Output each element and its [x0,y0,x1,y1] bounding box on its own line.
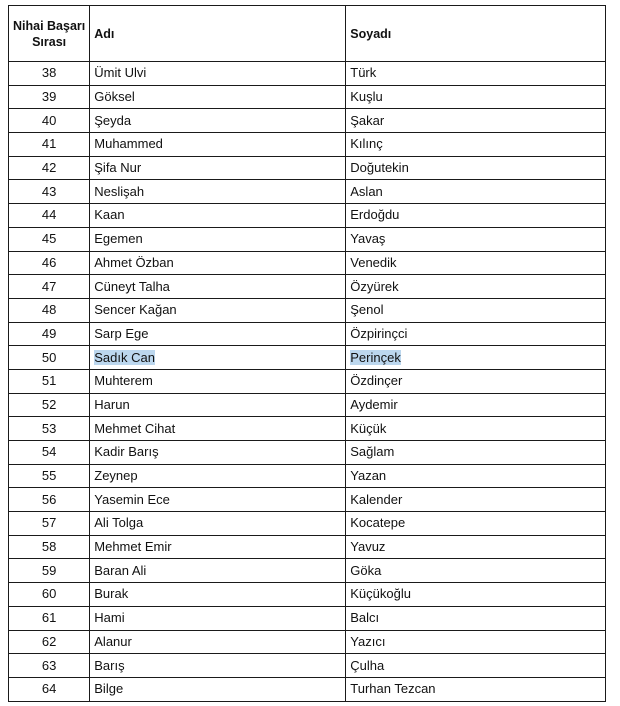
table-row [9,441,606,465]
last-name-cell [346,369,606,393]
first-name-text: Harun [94,396,130,412]
rank-cell: 58 [9,535,90,559]
rank-cell: 63 [9,654,90,678]
last-name-text: Şenol [350,302,384,318]
table-row [9,606,606,630]
last-name-cell [346,583,606,607]
rank-cell: 40 [9,109,90,133]
first-name-text: Bilge [94,681,124,697]
last-name-text: Özdinçer [350,373,403,389]
last-name-cell [346,322,606,346]
last-name-text: Aydemir [350,396,398,412]
last-name-text: Küçükoğlu [350,586,411,602]
rank-cell: 46 [9,251,90,275]
first-name-text: Burak [94,586,129,602]
last-name-text: Yazıcı [350,633,386,649]
first-name-cell [90,654,346,678]
first-name-cell [90,275,346,299]
first-name-cell [90,606,346,630]
table-row [9,133,606,157]
table-row [9,180,606,204]
rank-cell: 44 [9,204,90,228]
last-name-text: Yavaş [350,231,386,247]
first-name-cell [90,369,346,393]
first-name-cell [90,322,346,346]
last-name-cell [346,109,606,133]
table-row [9,275,606,299]
first-name-text: Ahmet Özban [94,254,174,270]
rank-cell: 39 [9,85,90,109]
first-name-text: Mehmet Emir [94,539,172,555]
table-row [9,298,606,322]
last-name-cell [346,630,606,654]
rank-cell: 43 [9,180,90,204]
first-name-text: Şifa Nur [94,160,142,176]
first-name-cell [90,227,346,251]
rank-cell: 64 [9,677,90,701]
rank-cell: 42 [9,156,90,180]
last-name-text: Türk [350,65,377,81]
first-name-text: Alanur [94,633,132,649]
results-table [8,5,606,702]
first-name-text: Göksel [94,89,135,105]
first-name-text: Muhammed [94,136,163,152]
header-row [9,6,606,62]
rank-column-header [9,6,90,62]
table-row [9,322,606,346]
first-name-text: Sarp Ege [94,325,149,341]
rank-cell: 56 [9,488,90,512]
last-name-text: Kalender [350,491,403,507]
last-name-text: Göka [350,562,382,578]
last-name-text: Erdoğdu [350,207,400,223]
first-name-text: Muhterem [94,373,153,389]
first-name-cell [90,62,346,86]
rank-cell: 62 [9,630,90,654]
last-name-text: Aslan [350,183,383,199]
rank-cell: 51 [9,369,90,393]
table-row [9,512,606,536]
first-name-cell [90,417,346,441]
table-row [9,417,606,441]
rank-header-line1: Nihai Başarı [13,18,86,33]
last-name-cell [346,441,606,465]
first-name-text: Sencer Kağan [94,302,177,318]
first-name-cell [90,133,346,157]
last-name-text: Venedik [350,254,397,270]
rank-cell: 61 [9,606,90,630]
table-row [9,464,606,488]
last-name-text: Kuşlu [350,89,383,105]
last-name-cell [346,156,606,180]
first-name-text: Ali Tolga [94,515,144,531]
rank-cell: 50 [9,346,90,370]
last-name-text: Özpirinçci [350,325,408,341]
last-name-cell [346,275,606,299]
first-name-cell [90,346,346,370]
last-name-cell [346,417,606,441]
last-name-cell [346,559,606,583]
rank-cell: 45 [9,227,90,251]
first-name-cell [90,85,346,109]
first-name-text: Kaan [94,207,125,223]
rank-header-line2: Sırası [32,34,67,49]
first-name-text: Hami [94,610,125,626]
rank-cell: 49 [9,322,90,346]
table-row [9,393,606,417]
rank-cell: 48 [9,298,90,322]
last-name-cell [346,180,606,204]
first-name-text: Egemen [94,231,143,247]
table-row [9,654,606,678]
last-name-cell [346,488,606,512]
first-name-cell [90,441,346,465]
first-name-cell [90,251,346,275]
first-name-cell [90,583,346,607]
last-name-cell [346,654,606,678]
table-row [9,62,606,86]
table-row [9,535,606,559]
first-name-cell [90,559,346,583]
first-name-cell [90,156,346,180]
first-name-cell [90,298,346,322]
first-name-cell [90,677,346,701]
first-name-text: Cüneyt Talha [94,278,170,294]
first-name-text: Sadık Can [94,349,155,365]
table-row [9,346,606,370]
last-name-text: Küçük [350,420,387,436]
table-row [9,227,606,251]
last-name-text: Kocatepe [350,515,406,531]
first-name-text: Şeyda [94,112,132,128]
last-name-cell [346,227,606,251]
rank-cell: 60 [9,583,90,607]
last-name-cell [346,85,606,109]
rank-cell: 59 [9,559,90,583]
rank-cell: 47 [9,275,90,299]
rank-cell: 38 [9,62,90,86]
first-name-cell [90,204,346,228]
first-name-text: Baran Ali [94,562,147,578]
table-row [9,677,606,701]
table-row [9,559,606,583]
first-name-text: Mehmet Cihat [94,420,176,436]
last-name-cell [346,298,606,322]
last-name-cell [346,464,606,488]
last-name-text: Sağlam [350,444,395,460]
first-name-text: Yasemin Ece [94,491,170,507]
last-name-text: Özyürek [350,278,399,294]
first-name-cell [90,180,346,204]
last-name-cell [346,393,606,417]
last-name-text: Şakar [350,112,385,128]
last-name-cell [346,677,606,701]
last-name-cell [346,606,606,630]
first-name-column-header: Adı [90,6,346,62]
first-name-cell [90,109,346,133]
last-name-cell [346,251,606,275]
table-row [9,109,606,133]
table-body [9,62,606,702]
table-row [9,85,606,109]
last-name-cell [346,133,606,157]
last-name-column-header: Soyadı [346,6,606,62]
rank-cell: 52 [9,393,90,417]
first-name-cell [90,512,346,536]
last-name-text: Doğutekin [350,160,409,176]
last-name-text: Yazan [350,468,387,484]
rank-cell: 53 [9,417,90,441]
table-row [9,156,606,180]
last-name-cell [346,204,606,228]
first-name-text: Kadir Barış [94,444,159,460]
last-name-cell [346,535,606,559]
first-name-text: Zeynep [94,468,138,484]
first-name-text: Neslişah [94,183,145,199]
last-name-cell [346,62,606,86]
table-row [9,583,606,607]
table-row [9,488,606,512]
first-name-cell [90,535,346,559]
last-name-text: Turhan Tezcan [350,681,436,697]
rank-cell: 57 [9,512,90,536]
rank-cell: 41 [9,133,90,157]
last-name-cell [346,512,606,536]
first-name-text: Barış [94,657,125,673]
rank-cell: 55 [9,464,90,488]
table-row [9,204,606,228]
last-name-text: Yavuz [350,539,386,555]
table-row [9,251,606,275]
first-name-text: Ümit Ulvi [94,65,147,81]
last-name-text: Perinçek [350,349,401,365]
first-name-cell [90,464,346,488]
table-row [9,630,606,654]
last-name-text: Kılınç [350,136,383,152]
table-row [9,369,606,393]
first-name-cell [90,488,346,512]
first-name-cell [90,393,346,417]
rank-cell: 54 [9,441,90,465]
first-name-cell [90,630,346,654]
last-name-text: Balcı [350,610,380,626]
last-name-cell [346,346,606,370]
last-name-text: Çulha [350,657,385,673]
